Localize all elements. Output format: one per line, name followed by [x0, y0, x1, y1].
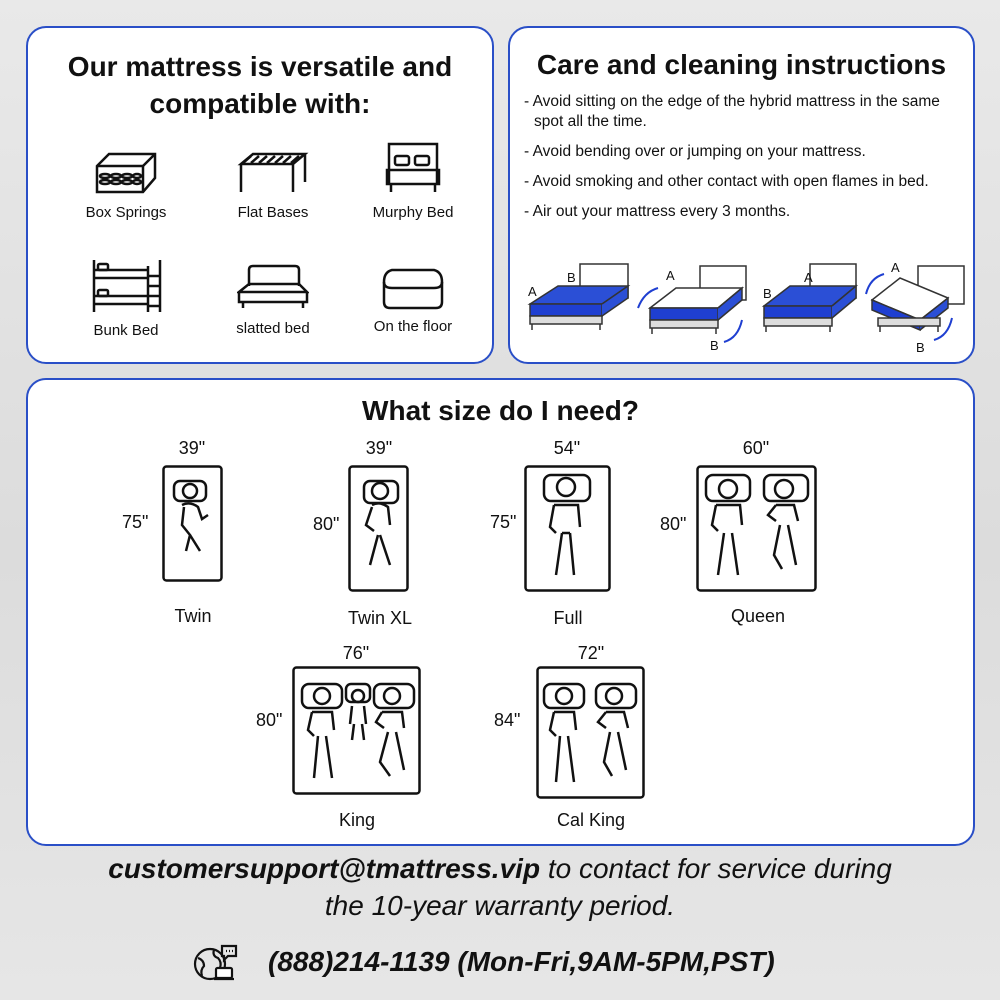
compat-label: slatted bed — [236, 320, 310, 337]
size-width-label: 76" — [342, 643, 370, 663]
compat-label: Bunk Bed — [93, 322, 159, 339]
rotation-label-a: A — [891, 260, 900, 275]
full-mattress-icon — [524, 465, 612, 593]
care-title: Care and cleaning instructions — [536, 49, 947, 80]
size-width-label: 54" — [553, 438, 581, 458]
slatted-bed-icon — [237, 264, 309, 312]
care-card — [508, 26, 975, 364]
compat-item-bunk-bed — [56, 258, 196, 339]
compat-item-slatted-bed — [203, 264, 343, 337]
care-list — [524, 92, 969, 232]
king-mattress-icon — [292, 666, 422, 796]
size-width-label: 60" — [742, 438, 770, 458]
rotation-step-3 — [763, 264, 856, 332]
cal-king-mattress-icon — [536, 666, 646, 800]
size-width-label: 39" — [365, 438, 393, 458]
rotation-step-4 — [866, 260, 964, 355]
size-length-label: 80" — [313, 514, 340, 534]
twin-xl-mattress-icon — [348, 465, 410, 593]
size-name-label: Full — [553, 608, 583, 628]
care-item: - Avoid sitting on the edge of the hybrid mattress in the same spot all the time. — [524, 93, 940, 130]
size-length-label: 84" — [494, 710, 521, 730]
support-phone[interactable]: (888)214-1139 (Mon-Fri,9AM-5PM,PST) — [268, 946, 775, 977]
rotation-label-b: B — [567, 270, 576, 285]
compat-item-murphy-bed — [343, 140, 483, 221]
rotation-label-a: A — [528, 284, 537, 299]
size-name-label: Twin XL — [347, 608, 413, 628]
support-phone-row — [190, 940, 775, 984]
bunk-bed-icon — [90, 258, 162, 314]
compat-item-flat-bases — [203, 150, 343, 221]
mattress-rotation-illustration — [520, 258, 965, 358]
care-item: - Avoid bending over or jumping on your mattress. — [524, 143, 866, 160]
size-guide-title: What size do I need? — [362, 395, 639, 426]
flat-bases-icon — [237, 150, 309, 196]
compatibility-title: Our mattress is versatile and compatible with: — [67, 51, 453, 119]
compat-label: On the floor — [373, 318, 453, 335]
size-length-label: 75" — [490, 512, 517, 532]
compatibility-card — [26, 26, 494, 364]
support-email[interactable]: customersupport@tmattress.vip — [108, 853, 541, 884]
size-name-label: Cal King — [556, 810, 626, 830]
size-length-label: 80" — [256, 710, 283, 730]
size-name-label: Queen — [730, 606, 786, 626]
compat-item-on-the-floor — [343, 264, 483, 335]
rotation-label-a: A — [666, 268, 675, 283]
size-width-label: 39" — [178, 438, 206, 458]
care-item: - Avoid smoking and other contact with open flames in bed. — [524, 173, 929, 190]
size-length-label: 75" — [122, 512, 149, 532]
compat-label: Flat Bases — [237, 204, 309, 221]
size-width-label: 72" — [577, 643, 605, 663]
care-item: - Air out your mattress every 3 months. — [524, 203, 791, 220]
rotation-label-a: A — [804, 270, 813, 285]
phone-support-icon — [190, 942, 240, 982]
size-length-label: 80" — [660, 514, 687, 534]
floor-mattress-icon — [380, 264, 446, 310]
rotation-label-b: B — [710, 338, 719, 353]
compat-label: Box Springs — [85, 204, 167, 221]
compat-item-box-springs — [56, 150, 196, 221]
rotation-step-2 — [638, 266, 746, 353]
box-springs-icon — [93, 150, 159, 196]
size-name-label: Twin — [174, 606, 212, 626]
size-name-label: King — [338, 810, 376, 830]
rotation-label-b: B — [916, 340, 925, 355]
compat-label: Murphy Bed — [372, 204, 454, 221]
rotation-label-b: B — [763, 286, 772, 301]
murphy-bed-icon — [383, 140, 443, 196]
rotation-step-1 — [528, 264, 628, 330]
support-contact-text: customersupport@tmattress.vip to contact for service during the 10-year warranty period. — [108, 853, 892, 921]
queen-mattress-icon — [696, 465, 818, 593]
twin-mattress-icon — [162, 465, 224, 583]
